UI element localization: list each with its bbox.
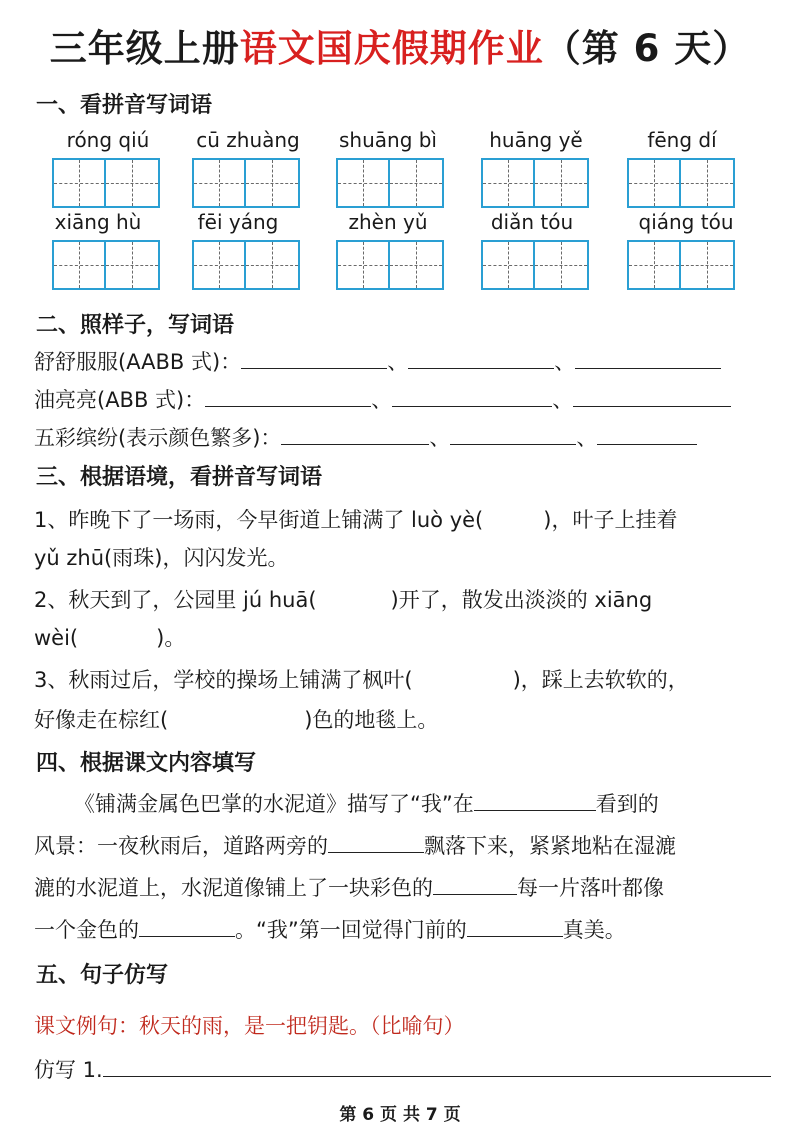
writing-grid-4[interactable] [481, 158, 589, 208]
color-sep-1: 、 [429, 426, 451, 450]
page-number: 第 6 页 共 7 页 [339, 1105, 461, 1125]
abb-row [34, 384, 731, 414]
example-sentence: 课文例句：秋天的雨，是一把钥匙。（比喻句） [34, 1014, 465, 1038]
section5-heading: 五、句子仿写 [36, 963, 169, 988]
q2-line1: 2、秋天到了，公园里 jú huā( )开了，散发出淡淡的 xiāng [34, 588, 653, 612]
pinyin-6: xiāng hù [54, 210, 142, 234]
color-row [34, 422, 697, 452]
color-blank-2[interactable] [450, 426, 576, 445]
abb-label: 油亮亮(ABB 式)： [34, 388, 206, 412]
s4-blank-4[interactable] [139, 918, 235, 937]
section1-heading: 一、看拼音写词语 [36, 93, 213, 118]
section4-heading: 四、根据课文内容填写 [36, 751, 257, 776]
writing-grid-2[interactable] [192, 158, 300, 208]
q3-line2: 好像走在棕红( )色的地毯上。 [34, 708, 439, 732]
abb-blank-2[interactable] [392, 388, 552, 407]
color-blank-1[interactable] [281, 426, 429, 445]
aabb-sep-2: 、 [554, 350, 576, 374]
q2-line2: wèi( )。 [34, 626, 186, 650]
writing-grid-1[interactable] [52, 158, 160, 208]
pinyin-2: cū zhuàng [196, 128, 300, 152]
aabb-blank-2[interactable] [408, 350, 554, 369]
page-title [0, 18, 800, 72]
imitate-row [34, 1054, 771, 1084]
title-grade: 三年级上册 [49, 27, 240, 70]
pinyin-8: zhèn yǔ [348, 210, 428, 234]
color-blank-3[interactable] [597, 426, 697, 445]
s4-blank-2[interactable] [328, 834, 424, 853]
imitate-blank-1[interactable] [103, 1058, 771, 1077]
writing-grid-6[interactable] [52, 240, 160, 290]
abb-sep-2: 、 [552, 388, 574, 412]
s4-blank-3[interactable] [433, 876, 517, 895]
abb-blank-1[interactable] [205, 388, 371, 407]
s4-line1: 《铺满金属色巴掌的水泥道》描写了“我”在 看到的 [74, 792, 659, 816]
s4-blank-1[interactable] [474, 792, 596, 811]
title-subject: 语文国庆假期作业 [239, 27, 544, 70]
aabb-row [34, 346, 721, 376]
writing-grid-8[interactable] [336, 240, 444, 290]
s4-line3: 漉的水泥道上，水泥道像铺上了一块彩色的 每一片落叶都像 [34, 876, 664, 900]
section3-heading: 三、根据语境，看拼音写词语 [36, 465, 323, 490]
writing-grid-5[interactable] [627, 158, 735, 208]
writing-grid-9[interactable] [481, 240, 589, 290]
section2-heading: 二、照样子，写词语 [36, 313, 235, 338]
aabb-blank-1[interactable] [241, 350, 387, 369]
color-label: 五彩缤纷(表示颜色繁多)： [34, 426, 282, 450]
pinyin-10: qiáng tóu [638, 210, 734, 234]
s4-line2: 风景：一夜秋雨后，道路两旁的 飘落下来，紧紧地粘在湿漉 [34, 834, 676, 858]
s4-line4: 一个金色的 。“我”第一回觉得门前的 真美。 [34, 918, 626, 942]
title-day: （第 6 天） [543, 27, 751, 70]
q1-line1: 1、昨晚下了一场雨，今早街道上铺满了 luò yè( )，叶子上挂着 [34, 508, 678, 532]
q3-line1: 3、秋雨过后，学校的操场上铺满了枫叶( )，踩上去软软的， [34, 668, 689, 692]
aabb-label: 舒舒服服(AABB 式)： [34, 350, 242, 374]
color-sep-2: 、 [576, 426, 598, 450]
pinyin-9: diǎn tóu [490, 210, 574, 234]
writing-grid-7[interactable] [192, 240, 300, 290]
writing-grid-10[interactable] [627, 240, 735, 290]
pinyin-1: róng qiú [66, 128, 150, 152]
pinyin-3: shuāng bì [338, 128, 437, 152]
aabb-sep-1: 、 [387, 350, 409, 374]
q1-line2: yǔ zhū(雨珠)，闪闪发光。 [34, 546, 289, 570]
pinyin-5: fēng dí [647, 128, 717, 152]
s4-blank-5[interactable] [467, 918, 563, 937]
writing-grid-3[interactable] [336, 158, 444, 208]
imitate-label: 仿写 1. [34, 1058, 103, 1082]
abb-blank-3[interactable] [573, 388, 731, 407]
pinyin-7: fēi yáng [197, 210, 279, 234]
pinyin-4: huāng yě [489, 128, 583, 152]
abb-sep-1: 、 [371, 388, 393, 412]
aabb-blank-3[interactable] [575, 350, 721, 369]
